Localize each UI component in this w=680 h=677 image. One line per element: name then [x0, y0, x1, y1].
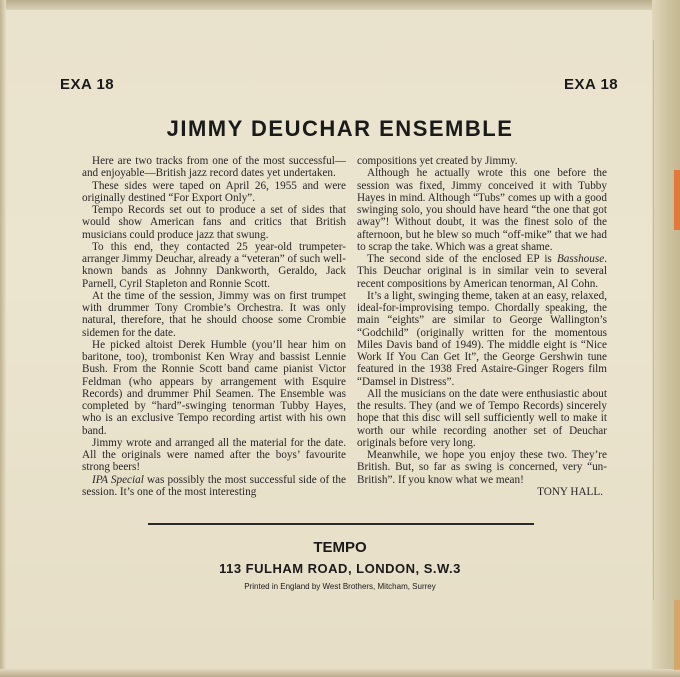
liner-paragraph: These sides were taped on April 26, 1955 and were originally destined “For Export Only”.	[82, 179, 346, 204]
sleeve-bottom-edge	[0, 669, 680, 677]
liner-paragraph: All the musicians on the date were enthusiastic about the results. They (and we of Tempo Records) sincerely hope that this disc will sell sufficiently well to make it worth our while recording another set of Deuchar originals before very long.	[357, 387, 607, 449]
liner-notes-left-column	[82, 155, 346, 498]
track-title-ipa-special: IPA Special	[92, 473, 144, 486]
printer-credit: Printed in England by West Brothers, Mitcham, Surrey	[244, 582, 436, 591]
publisher-address: 113 FULHAM ROAD, LONDON, S.W.3	[219, 561, 461, 576]
liner-paragraph: Although he actually wrote this one before the session was fixed, Jimmy conceived it with Tubby Hayes in mind. Although “Tubs” comes up with a good swinging solo, you should have heard “the one that got away”! Without doubt, it was the finest solo of the afternoon, but he blew so much “off-mike” that we had to scrap the take. Which was a great shame.	[357, 167, 607, 253]
catalog-number-right: EXA 18	[564, 76, 619, 93]
liner-paragraph: Meanwhile, we hope you enjoy these two. They’re British. But, so far as swing is concerned, very “un-British”. If you know what we mean!	[357, 449, 607, 486]
liner-paragraph: Jimmy wrote and arranged all the material for the date. All the originals were named after the boys’ favourite strong beers!	[82, 436, 346, 474]
liner-paragraph: At the time of the session, Jimmy was on first trumpet with drummer Tony Crombie’s Orchestra. It was only natural, therefore, that he should choose some Crombie sidemen for the date.	[82, 289, 346, 339]
inner-sleeve-tab-lower	[674, 600, 680, 670]
liner-text: was possibly the most successful side of the session. It’s one of the most interesting	[82, 473, 346, 498]
author-signoff: TONY HALL.	[537, 485, 603, 498]
liner-paragraph: Tempo Records set out to produce a set of sides that would show American fans and critics that British musicians could produce jazz that swung.	[82, 204, 346, 241]
liner-paragraph-basshouse	[357, 253, 607, 290]
liner-paragraph: He picked altoist Derek Humble (you’ll hear him on baritone, too), trombonist Ken Wray and bassist Lennie Bush. From the Ronnie Scott band came pianist Victor Feldman (who appears by arrangement with Esquire Records) and drummer Phil Seamen. The Ensemble was completed by “hard”-swinging tenorman Tubby Hayes, who is an exclusive Tempo recording artist with his own band.	[82, 338, 346, 437]
liner-text: . This Deuchar original is in similar vein to several recent compositions by American tenorman, Al Cohn.	[357, 253, 607, 290]
liner-paragraph-ipa	[82, 474, 346, 499]
liner-paragraph: It’s a light, swinging theme, taken at an easy, relaxed, ideal-for-improvising tempo. Chordally speaking, the main “eights” are similar to George Wallington’s “Godchild” (originally written for the momentous Miles Davis band of 1949). The middle eight is “Nice Work If You Can Get It”, the George Gershwin tune featured in the 1938 Fred Astaire-Ginger Rogers film “Damsel in Distress”.	[357, 289, 607, 388]
publisher-name: TEMPO	[313, 539, 367, 556]
track-title-basshouse: Basshouse	[556, 253, 605, 265]
inner-sleeve-tab	[674, 170, 680, 230]
catalog-number-left: EXA 18	[60, 76, 115, 93]
liner-text: The second side of the enclosed EP is	[367, 253, 557, 265]
liner-paragraph: compositions yet created by Jimmy.	[357, 155, 518, 167]
divider-rule	[148, 523, 534, 525]
sleeve-top-edge	[0, 0, 680, 10]
liner-paragraph: Here are two tracks from one of the most successful—and enjoyable—British jazz record dates yet undertaken.	[82, 155, 346, 180]
liner-notes-right-column	[357, 155, 607, 498]
album-title: JIMMY DEUCHAR ENSEMBLE	[166, 116, 514, 141]
liner-paragraph: To this end, they contacted 25 year-old trumpeter-arranger Jimmy Deuchar, already a “veteran” of such well-known bands as Johnny Dankworth, Geraldo, Jack Parnell, Cyril Stapleton and Ronnie Scott.	[82, 240, 346, 290]
